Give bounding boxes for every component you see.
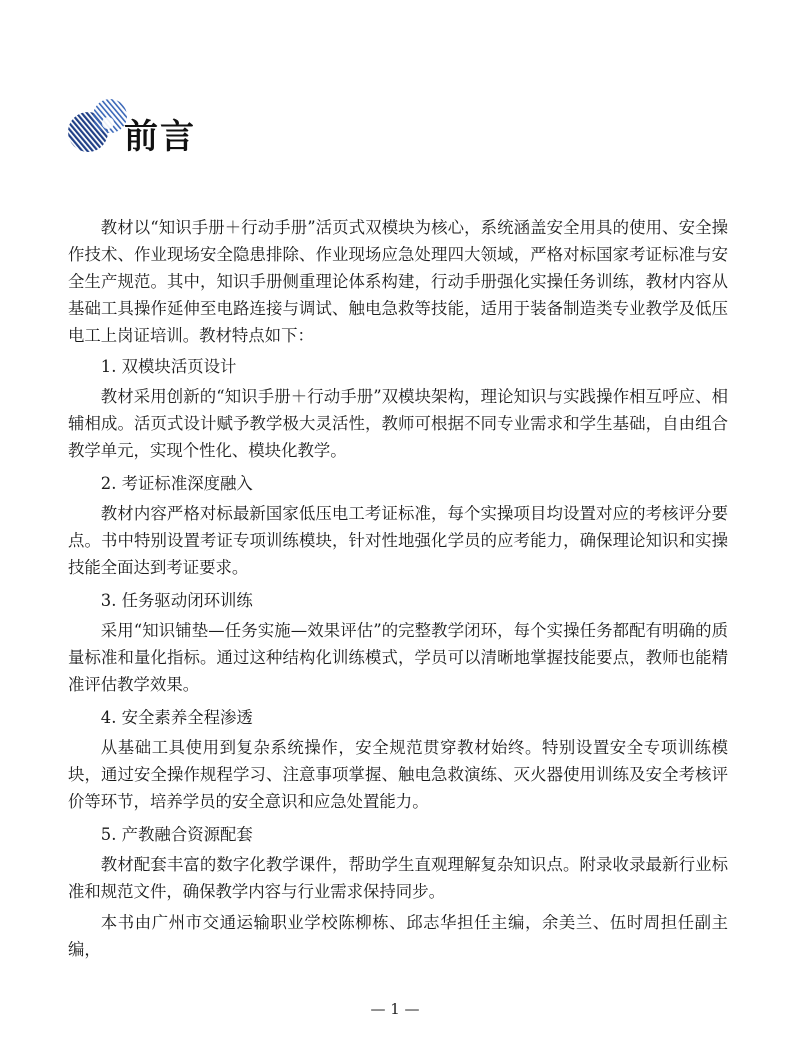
item-heading-3: 3. 任务驱动闭环训练	[100, 591, 253, 610]
item-paragraph-4: 从基础工具使用到复杂系统操作，安全规范贯穿教材始终。特别设置安全专项训练模块，通过安全操作规程学习、注意事项掌握、触电急救演练、灭火器使用训练及安全考核评价等环节，培养学员的安全意识和应急处置能力。	[68, 738, 728, 811]
intro-paragraph: 教材以“知识手册＋行动手册”活页式双模块为核心，系统涵盖安全用具的使用、安全操作技术、作业现场安全隐患排除、作业现场应急处理四大领域，严格对标国家考证标准与安全生产规范。其中，知识手册侧重理论体系构建，行动手册强化实操任务训练，教材内容从基础工具操作延伸至电路连接与调试、触电急救等技能，适用于装备制造类专业教学及低压电工上岗证培训。教材特点如下：	[68, 218, 728, 345]
item-heading-4: 4. 安全素养全程渗透	[100, 708, 253, 727]
preface-body	[68, 214, 728, 963]
item-paragraph-2: 教材内容严格对标最新国家低压电工考证标准，每个实操项目均设置对应的考核评分要点。书中特别设置考证专项训练模块，针对性地强化学员的应考能力，确保理论知识和实操技能全面达到考证要求。	[68, 504, 728, 577]
item-paragraph-1: 教材采用创新的“知识手册＋行动手册”双模块架构，理论知识与实践操作相互呼应、相辅相成。活页式设计赋予教学极大灵活性，教师可根据不同专业需求和学生基础，自由组合教学单元，实现个性化、模块化教学。	[68, 387, 728, 460]
item-heading-5: 5. 产教融合资源配套	[100, 825, 253, 844]
closing-paragraph: 本书由广州市交通运输职业学校陈柳栋、邱志华担任主编，余美兰、伍时周担任副主编，	[68, 913, 728, 959]
item-paragraph-3: 采用“知识铺垫—任务实施—效果评估”的完整教学闭环，每个实操任务都配有明确的质量标准和量化指标。通过这种结构化训练模式，学员可以清晰地掌握技能要点，教师也能精准评估教学效果。	[68, 621, 728, 694]
item-paragraph-5: 教材配套丰富的数字化教学课件，帮助学生直观理解复杂知识点。附录收录最新行业标准和规范文件，确保教学内容与行业需求保持同步。	[68, 855, 728, 901]
item-heading-1: 1. 双模块活页设计	[100, 357, 237, 376]
page-title: 前言	[124, 117, 196, 157]
item-heading-2: 2. 考证标准深度融入	[100, 474, 253, 493]
chapter-header	[66, 96, 366, 166]
page-number: — 1 —	[370, 1000, 420, 1018]
